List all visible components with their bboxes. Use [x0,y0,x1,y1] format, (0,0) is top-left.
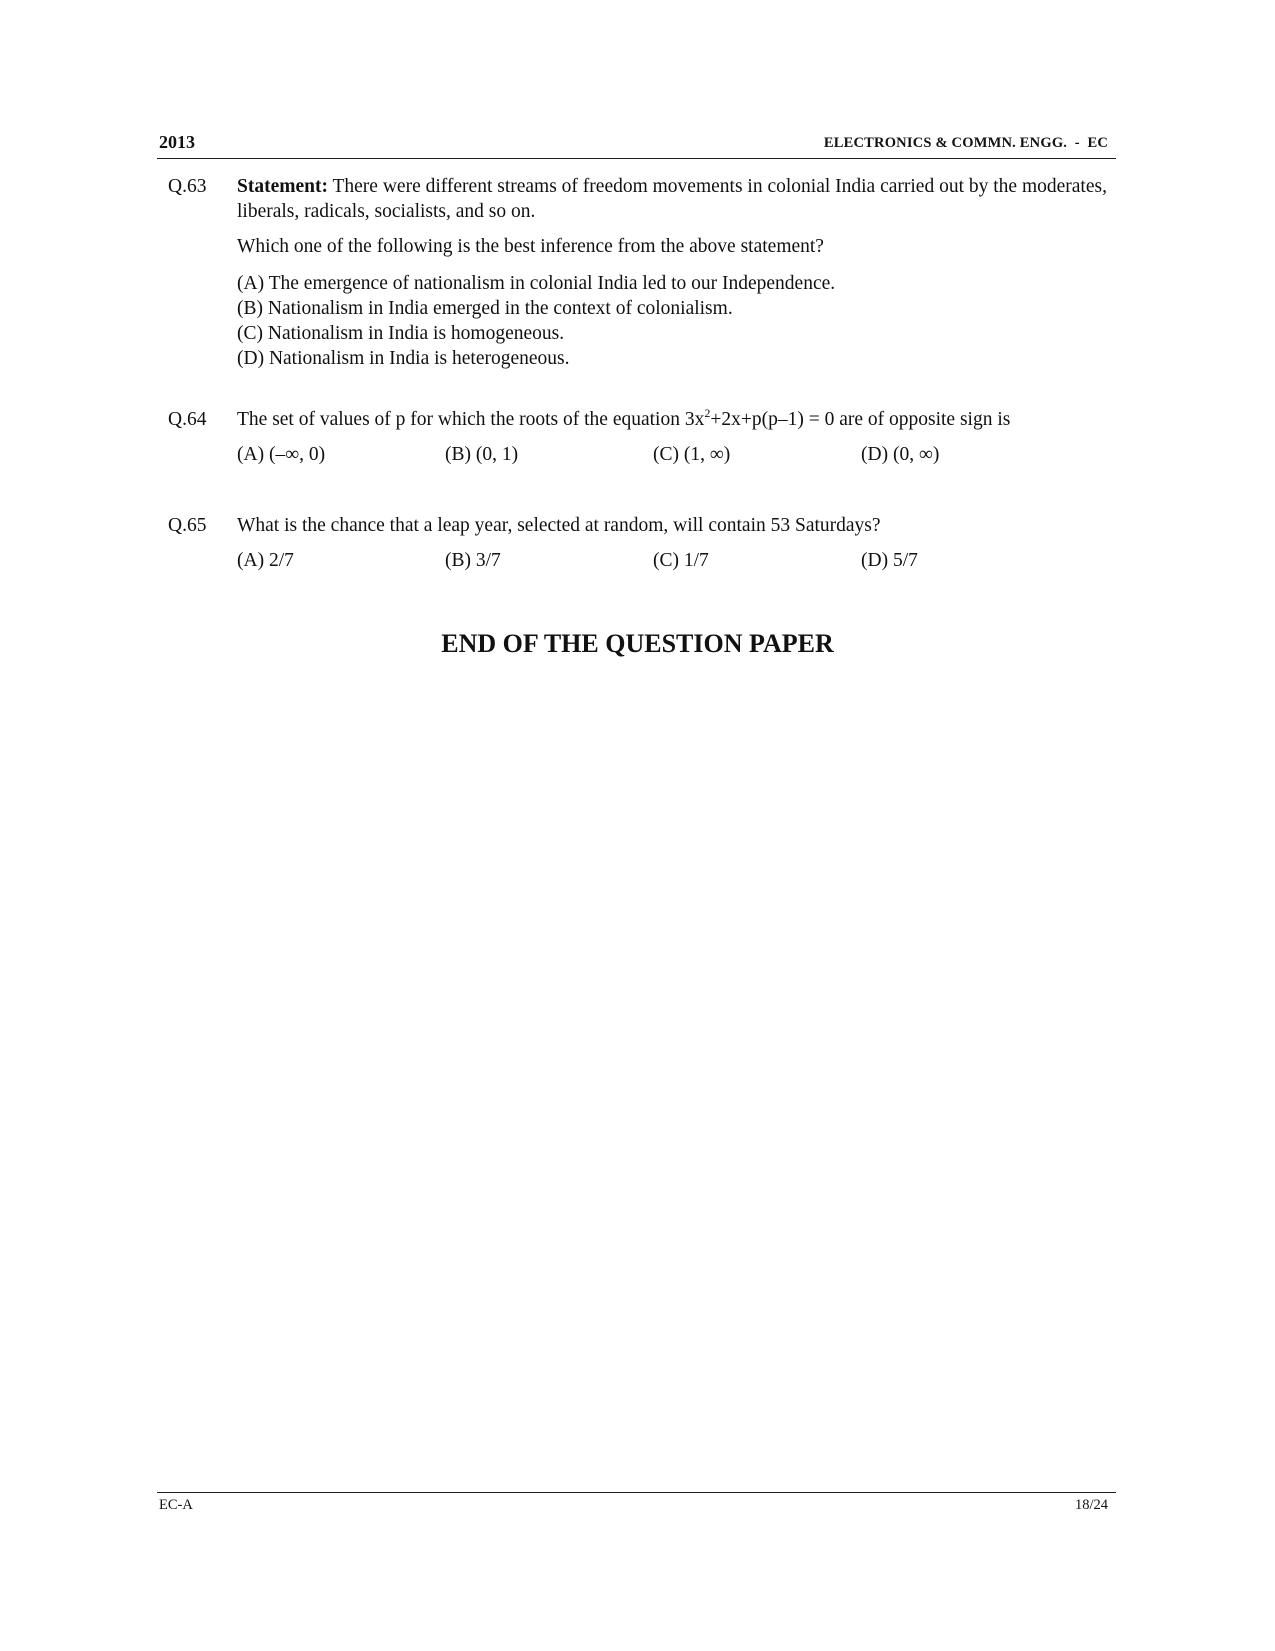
option-a: (A) (–∞, 0) [237,444,326,465]
question-number: Q.64 [168,409,207,430]
option-a: (A) 2/7 [237,550,294,571]
question-prompt: Which one of the following is the best inference from the above statement? [237,236,824,257]
prompt-superscript: 2 [704,406,711,420]
option-b: (B) 3/7 [445,550,501,571]
exam-year: 2013 [159,132,195,152]
question-prompt [237,407,1107,432]
option-a: (A) The emergence of nationalism in colonial India led to our Independence. [237,273,836,294]
option-c: (C) 1/7 [653,550,709,571]
question-body [237,174,1107,371]
option-d: (D) Nationalism in India is heterogeneous. [237,348,570,369]
option-b: (B) (0, 1) [445,444,519,465]
exam-subject: ELECTRONICS & COMMN. ENGG. - EC [823,135,1108,151]
options-list [237,271,1107,371]
options-row [237,548,1107,573]
options-row [237,442,1107,467]
option-b: (B) Nationalism in India emerged in the context of colonialism. [237,298,733,319]
prompt-after: +2x+p(p–1) = 0 are of opposite sign is [710,409,1011,430]
option-d: (D) 5/7 [861,550,918,571]
prompt-before: The set of values of p for which the roots of the equation 3x [237,409,705,430]
statement-label: Statement: [237,176,328,197]
statement-text: There were different streams of freedom movements in colonial India carried out by the moderates, liberals, radicals, socialists, and so on. [237,176,1107,222]
question-body [237,407,1107,467]
paper-code: EC-A [159,1497,193,1513]
page-footer [157,1492,1116,1517]
end-text: END OF THE QUESTION PAPER [441,629,834,658]
statement [237,174,1107,224]
question-number: Q.63 [168,176,207,197]
question-body [237,513,1107,573]
option-c: (C) (1, ∞) [653,444,731,465]
option-c: (C) Nationalism in India is homogeneous. [237,323,565,344]
end-of-paper-heading [0,629,1275,659]
option-d: (D) (0, ∞) [861,444,940,465]
question-prompt: What is the chance that a leap year, selected at random, will contain 53 Saturdays? [237,515,881,536]
page-number: 18/24 [1074,1497,1108,1513]
question-number: Q.65 [168,515,207,536]
page-header [157,130,1116,159]
